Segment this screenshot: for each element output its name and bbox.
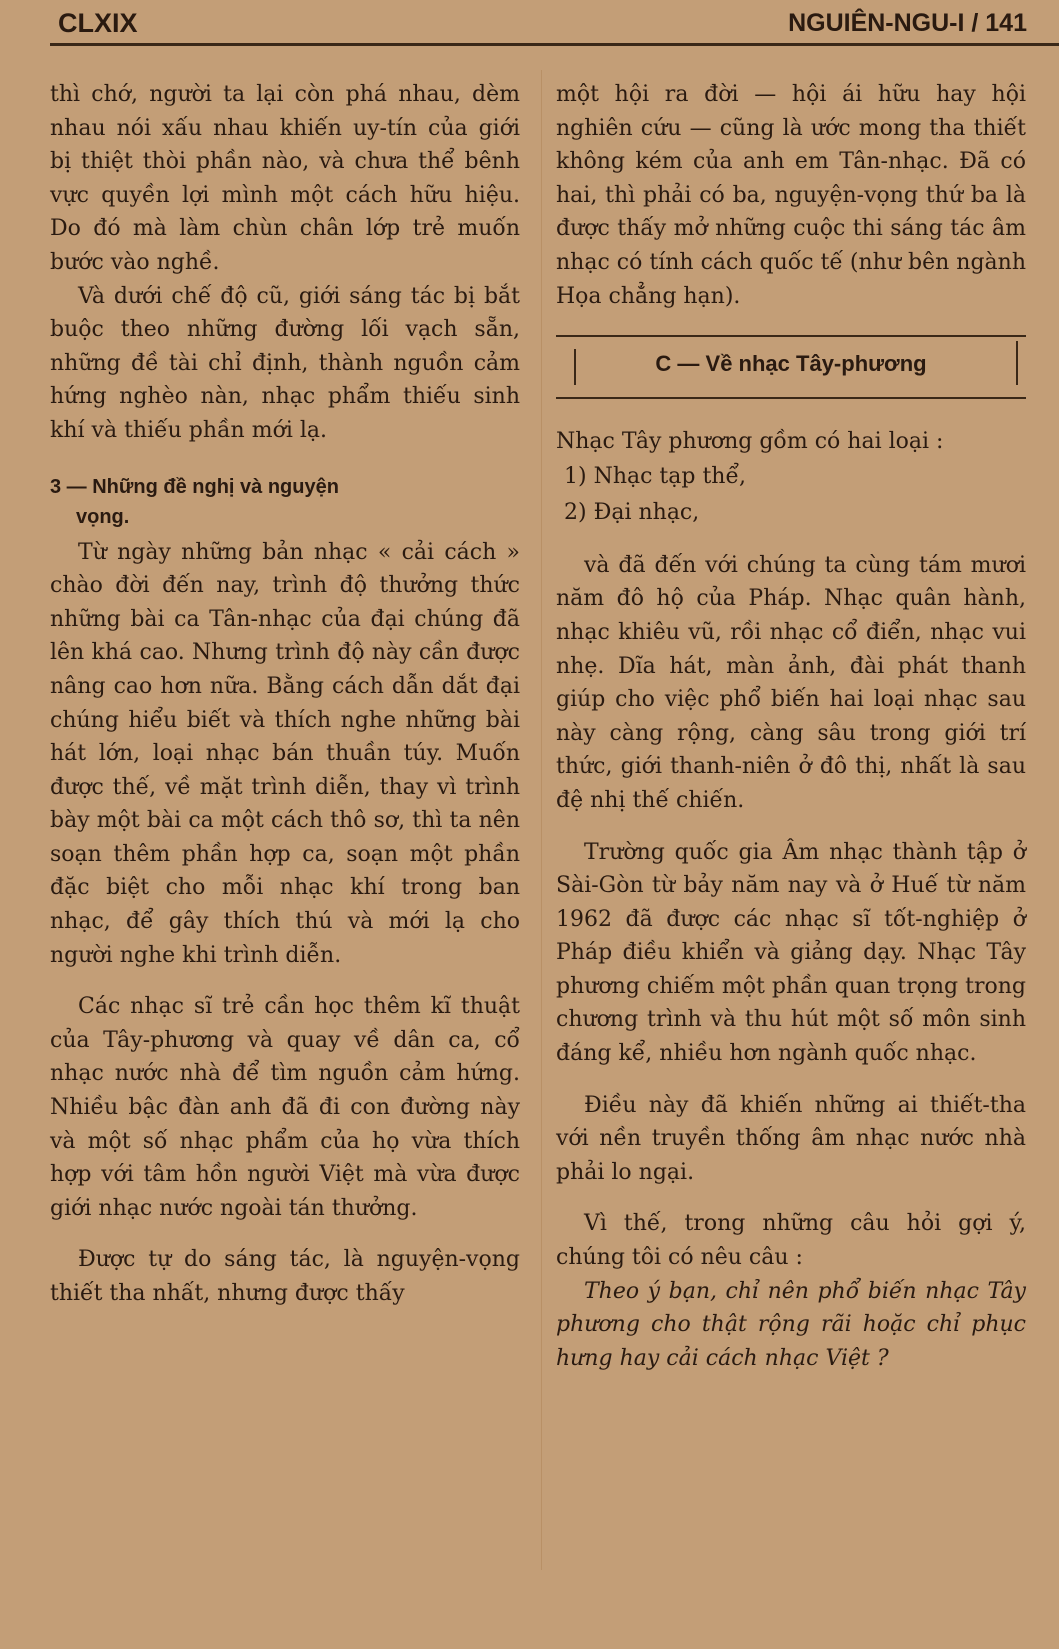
boxed-section-heading bbox=[556, 335, 1026, 399]
italic-question: Theo ý bạn, chỉ nên phổ biến nhạc Tây phương cho thật rộng rãi hoặc chỉ phục hưng hay cải cách nhạc Việt ? bbox=[556, 1278, 1026, 1371]
section-heading-line: 3 — Những đề nghị và nguyện bbox=[50, 475, 339, 498]
heading-bar-right bbox=[1016, 341, 1018, 385]
page-roman-number: CLXIX bbox=[58, 8, 138, 38]
paragraph: và đã đến với chúng ta cùng tám mươi năm đô hộ của Pháp. Nhạc quân hành, nhạc khiêu vũ, rồi nhạc cổ điển, nhạc vui nhẹ. Dĩa hát, màn ảnh, đài phát thanh giúp cho việc phổ biến hai loại nhạc sau này càng rộng, càng sâu trong giới trí thức, giới thanh-niên ở đô thị, nhất là sau đệ nhị thế chiến. bbox=[556, 552, 1026, 813]
column-divider bbox=[541, 70, 542, 1570]
paragraph: Trường quốc gia Âm nhạc thành tập ở Sài-Gòn từ bảy năm nay và ở Huế từ năm 1962 đã được các nhạc sĩ tốt-nghiệp ở Pháp điều khiển và giảng dạy. Nhạc Tây phương chiếm một phần quan trọng trong chương trình và thu hút một số môn sinh đáng kể, nhiều hơn ngành quốc nhạc. bbox=[556, 839, 1026, 1067]
header-rule bbox=[50, 43, 1059, 46]
list-item: 1) Nhạc tạp thể, bbox=[564, 463, 746, 489]
paragraph: Từ ngày những bản nhạc « cải cách » chào đời đến nay, trình độ thưởng thức những bài ca Tân-nhạc của đại chúng đã lên khá cao. Nhưng trình độ này cần được nâng cao hơn nữa. Bằng cách dẫn dắt đại chúng hiểu biết và thích nghe những bài hát lớn, loại nhạc bán thuần túy. Muốn được thế, về mặt trình diễn, thay vì trình bày một bài ca một cách thô sơ, thì ta nên soạn thêm phần hợp ca, soạn một phần đặc biệt cho mỗi nhạc khí trong ban nhạc, để gây thích thú và mới lạ cho người nghe khi trình diễn. bbox=[50, 539, 520, 968]
paragraph: Các nhạc sĩ trẻ cần học thêm kĩ thuật của Tây-phương và quay về dân ca, cổ nhạc nước nhà để tìm nguồn cảm hứng. Nhiều bậc đàn anh đã đi con đường này và một số nhạc phẩm của họ vừa thích hợp với tâm hồn người Việt mà vừa được giới nhạc nước ngoài tán thưởng. bbox=[50, 994, 520, 1221]
right-column bbox=[556, 78, 1026, 1375]
paragraph: Và dưới chế độ cũ, giới sáng tác bị bắt buộc theo những đường lối vạch sẵn, những đề tài chỉ định, thành nguồn cảm hứng nghèo nàn, nhạc phẩm thiếu sinh khí và thiếu phần mới lạ. bbox=[50, 283, 520, 443]
paragraph: Được tự do sáng tác, là nguyện-vọng thiết tha nhất, nhưng được thấy bbox=[50, 1247, 520, 1306]
paragraph: một hội ra đời — hội ái hữu hay hội nghiên cứu — cũng là ước mong tha thiết không kém của anh em Tân-nhạc. Đã có hai, thì phải có ba, nguyện-vọng thứ ba là được thấy mở những cuộc thi sáng tác âm nhạc có tính cách quốc tế (như bên ngành Họa chẳng hạn). bbox=[556, 82, 1026, 309]
section-heading-line: vọng. bbox=[76, 505, 130, 528]
heading-rule-bottom bbox=[556, 397, 1026, 399]
heading-rule-top bbox=[556, 335, 1026, 337]
paragraph: thì chớ, người ta lại còn phá nhau, dèm nhau nói xấu nhau khiến uy-tín của giới bị thiệt thòi phần nào, và chưa thể bênh vực quyền lợi mình một cách hữu hiệu. Do đó mà làm chùn chân lớp trẻ muốn bước vào nghề. bbox=[50, 82, 520, 275]
boxed-heading-title: C — Về nhạc Tây-phương bbox=[655, 351, 927, 377]
paragraph: Nhạc Tây phương gồm có hai loại : bbox=[556, 429, 944, 455]
page-header bbox=[0, 0, 1059, 46]
section-heading bbox=[50, 472, 520, 532]
paragraph: Điều này đã khiến những ai thiết-tha với nền truyền thống âm nhạc nước nhà phải lo ngại. bbox=[556, 1092, 1026, 1185]
running-title: NGUIÊN-NGU-I / 141 bbox=[788, 9, 1027, 37]
left-column bbox=[50, 78, 520, 1311]
paragraph: Vì thế, trong những câu hỏi gợi ý, chúng tôi có nêu câu : bbox=[556, 1211, 1026, 1271]
list-item: 2) Đại nhạc, bbox=[564, 499, 700, 525]
